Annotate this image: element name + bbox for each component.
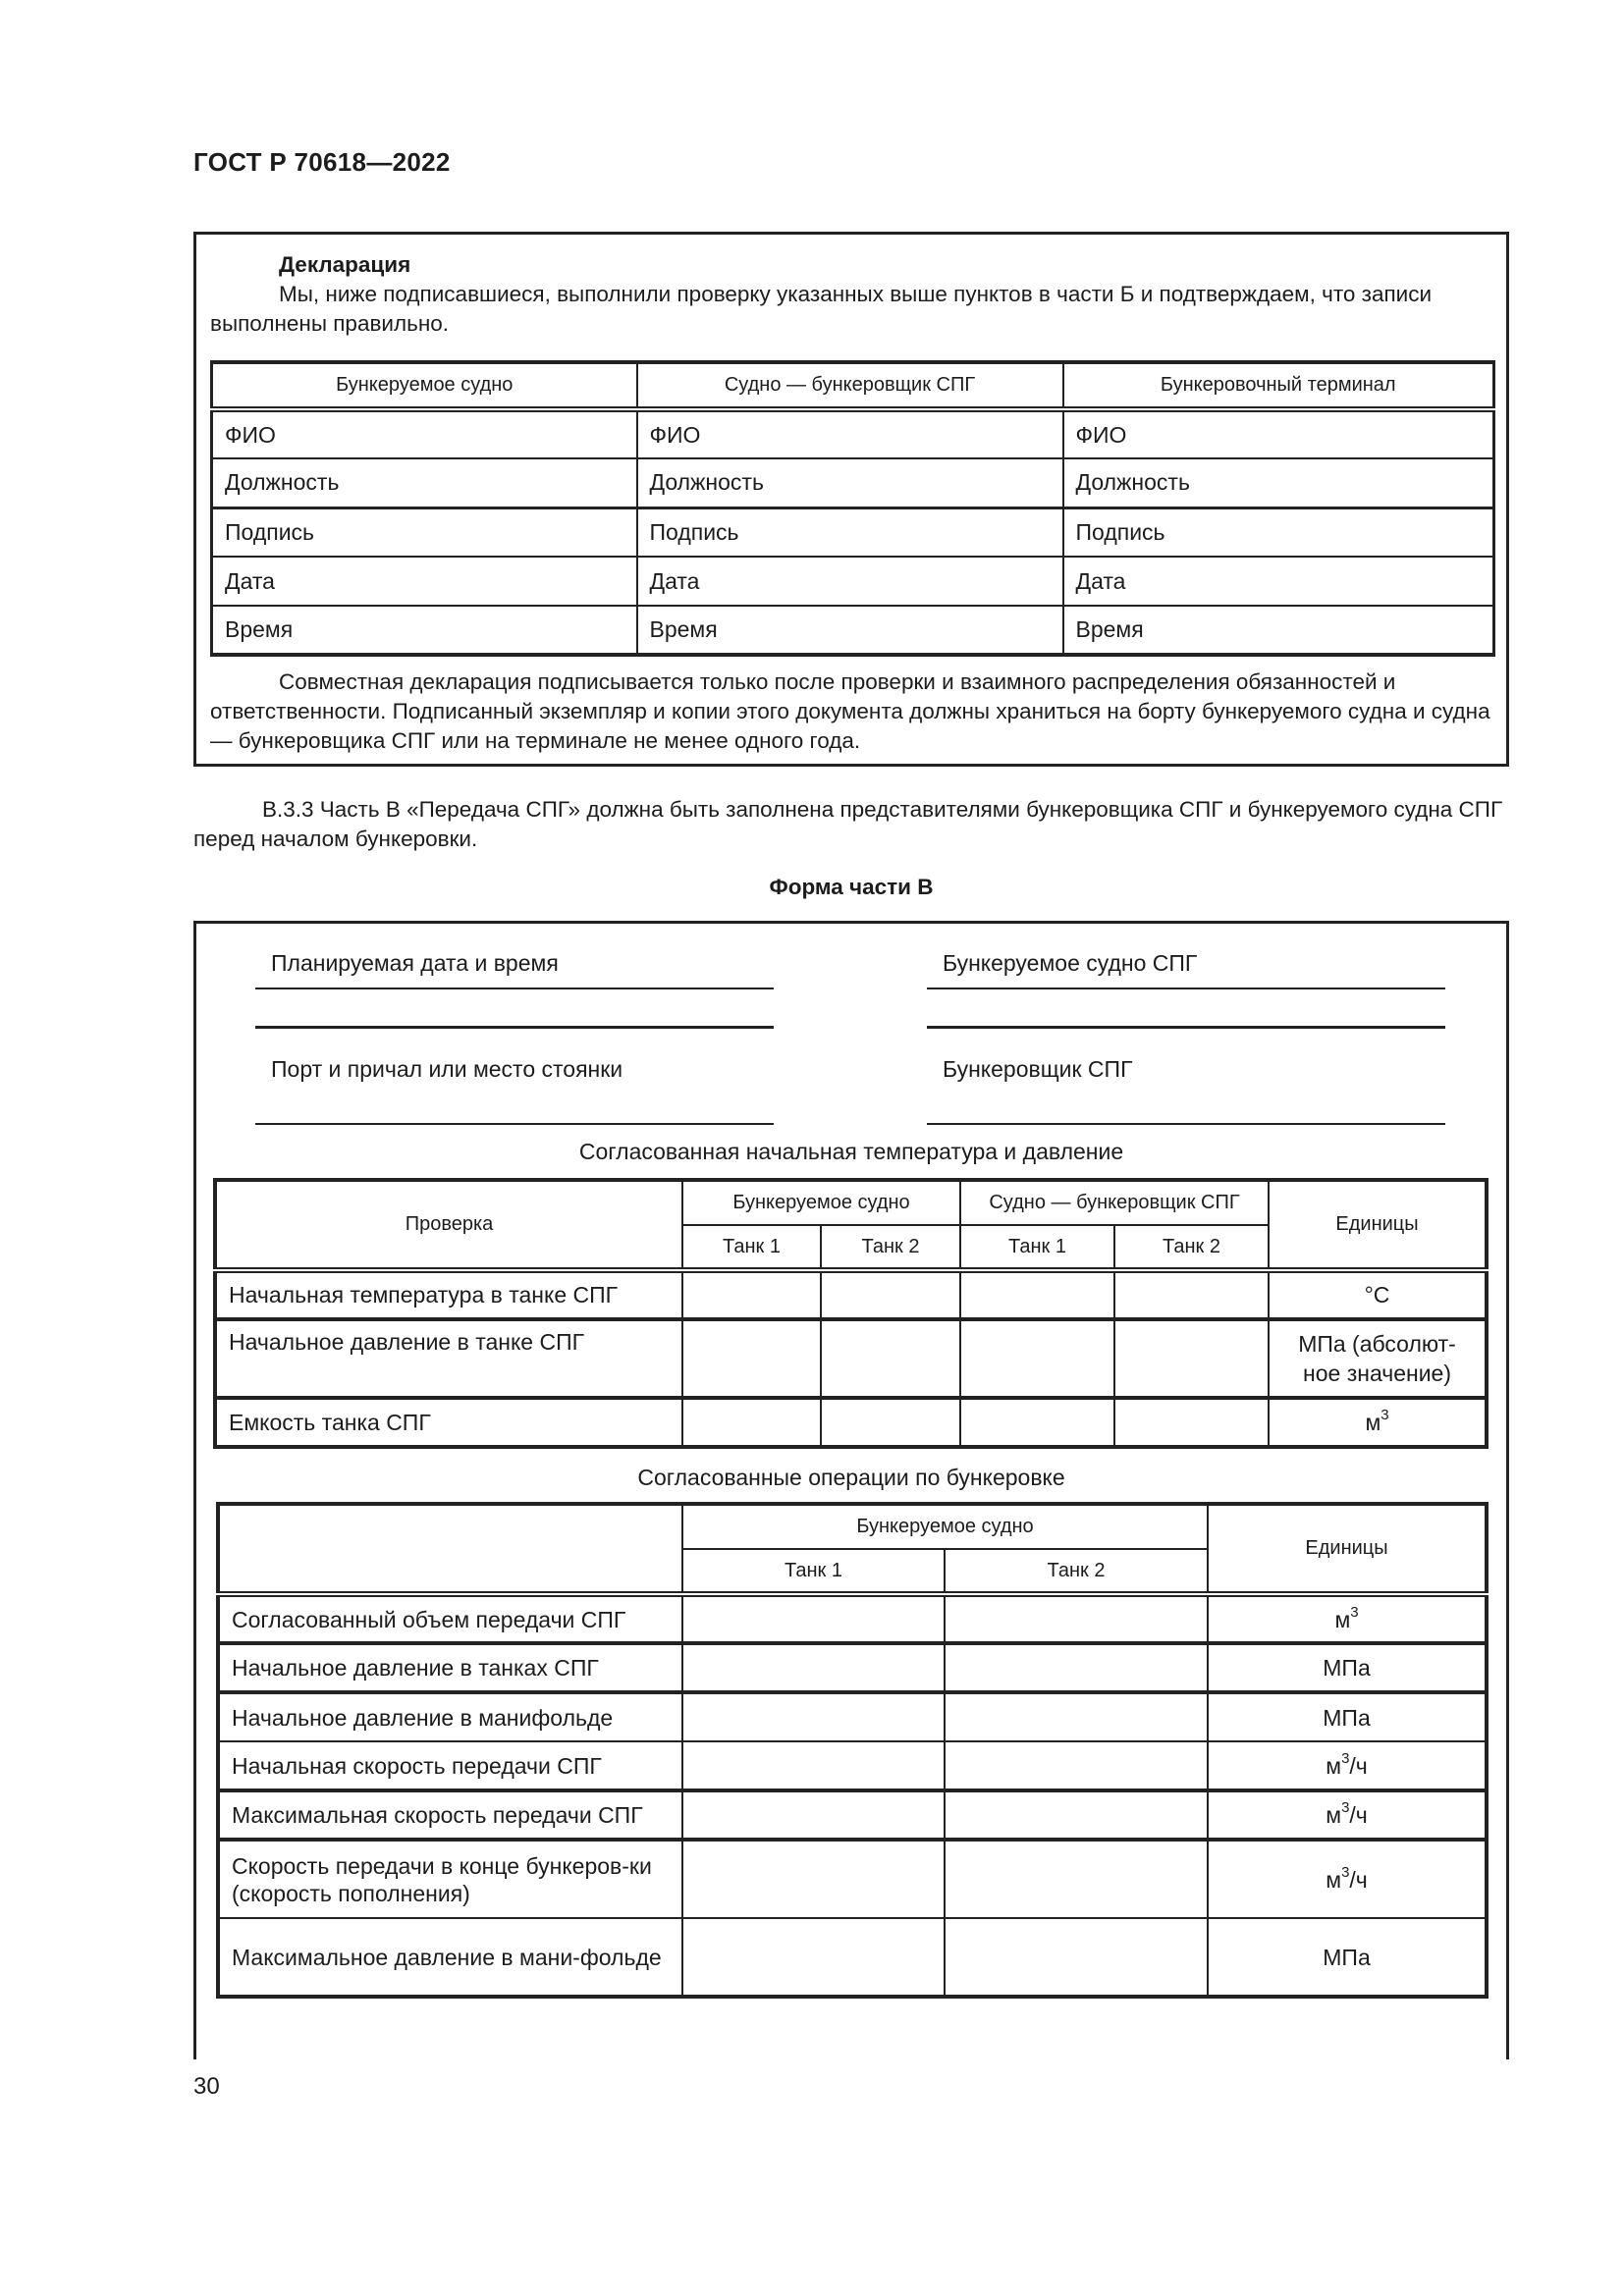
table-row [218,1840,1487,1918]
bunkered-vessel-input-line-2[interactable] [927,1026,1445,1029]
value-cell[interactable] [682,1594,945,1643]
unit-exponent: 3 [1350,1603,1359,1621]
value-cell[interactable] [1114,1398,1269,1447]
column-header-blank [218,1504,682,1594]
signature-field[interactable]: Дата [1063,557,1494,606]
value-cell[interactable] [682,1790,945,1840]
table-header-row [212,362,1494,409]
table-row [212,409,1494,458]
table-row [218,1594,1487,1643]
unit-suffix: /ч [1349,1752,1368,1779]
column-header: Бункеровочный терминал [1063,362,1494,409]
signature-field[interactable]: Подпись [637,507,1063,557]
column-group-bunkered-vessel: Бункеруемое судно [682,1180,960,1225]
column-header-units: Единицы [1208,1504,1487,1594]
unit-cell [1208,1840,1487,1918]
row-label: Максимальное давление в мани-фольде [218,1918,682,1997]
initial-temperature-pressure-table [213,1178,1489,1449]
unit-exponent: 3 [1341,1749,1350,1767]
table-row [218,1918,1487,1997]
unit-cell [1208,1692,1487,1741]
value-cell[interactable] [682,1840,945,1918]
declaration-table [210,360,1495,657]
row-label: Начальное давление в манифольде [218,1692,682,1741]
column-header-tank-2: Танк 2 [821,1225,960,1270]
unit-base: МПа [1323,1704,1371,1731]
signature-field[interactable]: ФИО [212,409,637,458]
unit-suffix: /ч [1349,1866,1368,1893]
signature-field[interactable]: Время [212,606,637,655]
row-label: Начальное давление в танках СПГ [218,1643,682,1692]
value-cell[interactable] [945,1741,1208,1790]
signature-field[interactable]: Время [1063,606,1494,655]
value-cell[interactable] [821,1319,960,1398]
unit-cell: °C [1269,1270,1487,1319]
signature-field[interactable]: Должность [1063,458,1494,507]
row-label: Согласованный объем передачи СПГ [218,1594,682,1643]
table-row [218,1741,1487,1790]
value-cell[interactable] [682,1643,945,1692]
table-row [215,1319,1487,1398]
signature-field[interactable]: Дата [637,557,1063,606]
signature-field[interactable]: Должность [212,458,637,507]
table-row [212,507,1494,557]
unit-cell [1208,1594,1487,1643]
column-header-tank-2: Танк 2 [1114,1225,1269,1270]
value-cell[interactable] [945,1643,1208,1692]
column-header-tank-1: Танк 1 [960,1225,1114,1270]
unit-base: м [1326,1802,1342,1828]
value-cell[interactable] [945,1594,1208,1643]
column-header-check: Проверка [215,1180,682,1270]
column-header-units: Единицы [1269,1180,1487,1270]
field-label-planned-datetime: Планируемая дата и время [271,950,559,976]
value-cell[interactable] [945,1840,1208,1918]
declaration-note: Совместная декларация подписывается только после проверки и взаимного распределения обязанностей и ответственности. Подписанный экземпляр и копии этого документа должны храниться на борту бункеруемого судна и судна — бункеровщика СПГ или на терминале не менее одного года. [210,669,1490,753]
unit-cell [1208,1790,1487,1840]
unit-base: МПа [1323,1655,1371,1681]
value-cell[interactable] [1114,1270,1269,1319]
planned-datetime-input-line[interactable] [255,988,774,989]
unit-cell [1208,1918,1487,1997]
table2-caption: Согласованные операции по бункеровке [637,1465,1065,1490]
column-header-tank-2: Танк 2 [945,1549,1208,1594]
value-cell[interactable] [682,1270,821,1319]
unit-exponent: 3 [1380,1406,1389,1423]
unit-exponent: 3 [1341,1799,1350,1817]
row-label: Начальная скорость передачи СПГ [218,1741,682,1790]
bunkered-vessel-input-line[interactable] [927,988,1445,989]
row-label: Максимальная скорость передачи СПГ [218,1790,682,1840]
field-label-port-berth: Порт и причал или место стоянки [271,1056,623,1082]
signature-field[interactable]: Подпись [212,507,637,557]
signature-field[interactable]: Дата [212,557,637,606]
unit-exponent: 3 [1341,1863,1350,1881]
page-number: 30 [193,2073,220,2100]
table1-caption: Согласованная начальная температура и давление [578,1139,1124,1164]
table-row [212,458,1494,507]
signature-field[interactable]: Должность [637,458,1063,507]
table-row [212,557,1494,606]
value-cell[interactable] [682,1918,945,1997]
declaration-heading: Декларация [279,252,411,277]
field-label-bunker-supplier: Бункеровщик СПГ [943,1056,1133,1082]
table-header-row [215,1180,1487,1225]
value-cell[interactable] [682,1398,821,1447]
unit-base: м [1365,1409,1381,1435]
value-cell[interactable] [682,1319,821,1398]
value-cell[interactable] [682,1692,945,1741]
document-header: ГОСТ Р 70618—2022 [193,147,451,177]
declaration-intro: Мы, ниже подписавшиеся, выполнили проверку указанных выше пунктов в части Б и подтверждаем, что записи выполнены правильно. [210,282,1433,336]
signature-field[interactable]: ФИО [1063,409,1494,458]
signature-field[interactable]: Подпись [1063,507,1494,557]
row-label: Начальное давление в танке СПГ [215,1319,682,1398]
column-header: Бункеруемое судно [212,362,637,409]
table-header-row [218,1504,1487,1549]
column-group-bunkered-vessel: Бункеруемое судно [682,1504,1208,1549]
value-cell[interactable] [1114,1319,1269,1398]
section-paragraph: В.3.3 Часть В «Передача СПГ» должна быть заполнена представителями бункеровщика СПГ и бункеруемого судна СПГ перед началом бункеровки. [193,797,1503,851]
value-cell[interactable] [682,1741,945,1790]
unit-cell [1208,1741,1487,1790]
bunker-supplier-input-line[interactable] [927,1123,1445,1125]
port-berth-input-line[interactable] [255,1123,774,1125]
bunkering-operations-table [216,1502,1489,1999]
unit-cell [1208,1643,1487,1692]
table-row [215,1398,1487,1447]
row-label: Емкость танка СПГ [215,1398,682,1447]
form-title: Форма части В [769,875,934,899]
signature-field[interactable]: ФИО [637,409,1063,458]
value-cell[interactable] [945,1790,1208,1840]
table-row [215,1270,1487,1319]
field-label-bunkered-vessel: Бункеруемое судно СПГ [943,950,1198,976]
table-row [218,1790,1487,1840]
column-header: Судно — бункеровщик СПГ [637,362,1063,409]
value-cell[interactable] [960,1398,1114,1447]
value-cell[interactable] [821,1398,960,1447]
unit-suffix: /ч [1349,1802,1368,1828]
unit-base: м [1326,1752,1342,1779]
row-label: Начальная температура в танке СПГ [215,1270,682,1319]
unit-cell [1269,1398,1487,1447]
value-cell[interactable] [960,1319,1114,1398]
column-header-tank-1: Танк 1 [682,1225,821,1270]
table-row [218,1643,1487,1692]
value-cell[interactable] [945,1918,1208,1997]
unit-base: м [1326,1866,1342,1893]
value-cell[interactable] [821,1270,960,1319]
column-group-bunker-vessel: Судно — бункеровщик СПГ [960,1180,1269,1225]
unit-base: м [1334,1606,1351,1632]
value-cell[interactable] [945,1692,1208,1741]
signature-field[interactable]: Время [637,606,1063,655]
unit-cell: МПа (абсолют-ное значение) [1269,1319,1487,1398]
column-header-tank-1: Танк 1 [682,1549,945,1594]
planned-datetime-input-line-2[interactable] [255,1026,774,1029]
value-cell[interactable] [960,1270,1114,1319]
table-row [212,606,1494,655]
row-label: Скорость передачи в конце бункеров-ки (скорость пополнения) [218,1840,682,1918]
table-row [218,1692,1487,1741]
unit-base: МПа [1323,1944,1371,1970]
